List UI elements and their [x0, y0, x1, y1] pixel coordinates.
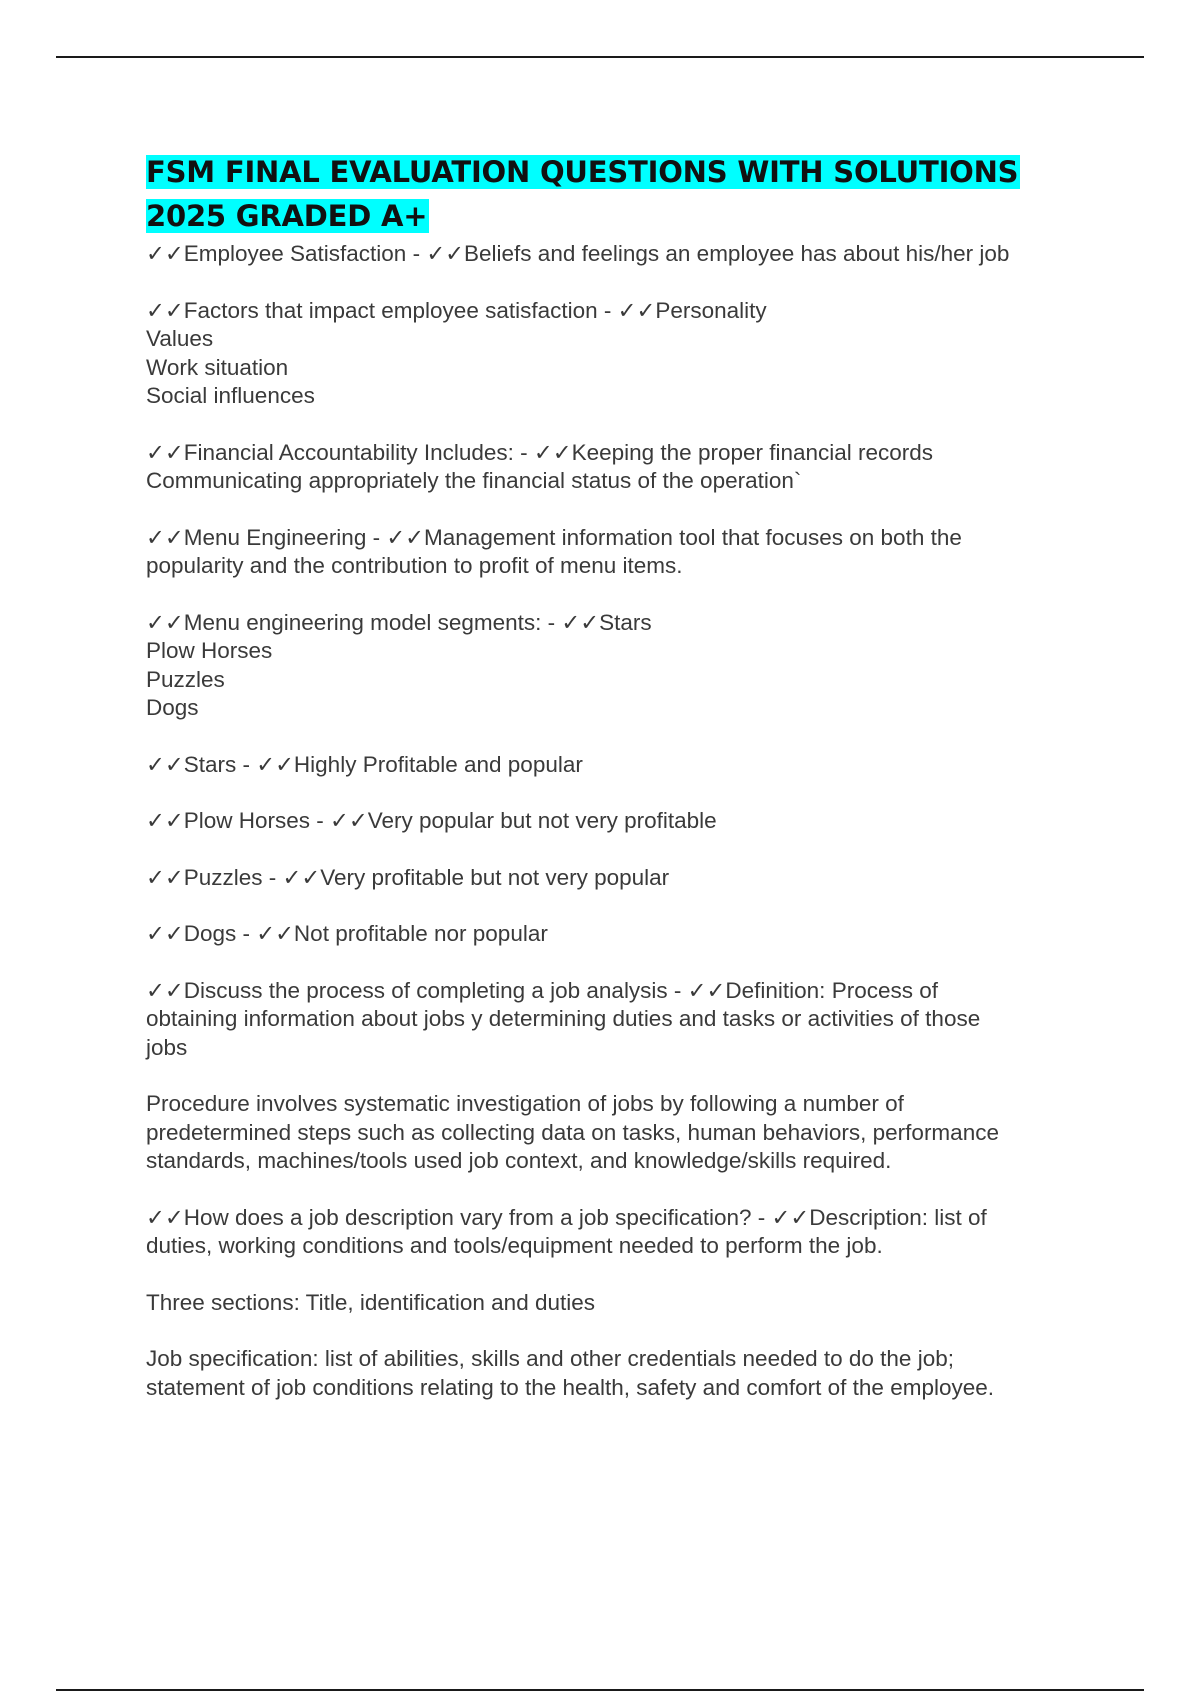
qa-item: ✓✓Menu engineering model segments: - ✓✓Stars Plow Horses Puzzles Dogs: [146, 609, 652, 720]
qa-item: ✓✓Puzzles - ✓✓Very profitable but not very popular: [146, 864, 670, 890]
qa-item: Procedure involves systematic investigation of jobs by following a number of predetermined steps such as collecting data on tasks, human behaviors, performance standards, machines/tools used job context, and knowledge/skills required.: [146, 1091, 999, 1173]
qa-item: ✓✓Employee Satisfaction - ✓✓Beliefs and feelings an employee has about his/her job: [146, 241, 1010, 266]
qa-item: Three sections: Title, identification and duties: [146, 1289, 596, 1315]
qa-item: ✓✓Stars - ✓✓Highly Profitable and popular: [146, 751, 583, 777]
title-line-1: FSM FINAL EVALUATION QUESTIONS WITH SOLUTIONS: [146, 155, 1019, 189]
qa-item: ✓✓Factors that impact employee satisfaction - ✓✓Personality Values Work situation Social influences: [146, 297, 767, 408]
header-rule: [56, 56, 1144, 58]
footer-rule: [56, 1689, 1144, 1691]
qa-item: ✓✓How does a job description vary from a job specification? - ✓✓Description: list of duties, working conditions and tools/equipment needed to perform the job.: [146, 1204, 987, 1258]
qa-item: ✓✓Menu Engineering - ✓✓Management information tool that focuses on both the popularity and the contribution to profit of menu items.: [146, 524, 962, 578]
qa-item: ✓✓Discuss the process of completing a job analysis - ✓✓Definition: Process of obtaining information about jobs y determining duties and tasks or activities of those jobs: [146, 977, 981, 1060]
qa-item: Job specification: list of abilities, skills and other credentials needed to do the job; statement of job conditions relating to the health, safety and comfort of the employee.: [146, 1346, 995, 1400]
qa-item: ✓✓Plow Horses - ✓✓Very popular but not very profitable: [146, 808, 717, 833]
qa-item: ✓✓Financial Accountability Includes: - ✓✓Keeping the proper financial records Communicating appropriately the financial status of the operation`: [146, 439, 934, 493]
qa-item: ✓✓Dogs - ✓✓Not profitable nor popular: [146, 921, 548, 946]
document-body: [146, 150, 1076, 1402]
title-line-2: 2025 GRADED A+: [146, 199, 428, 233]
document-title: [146, 150, 1076, 238]
